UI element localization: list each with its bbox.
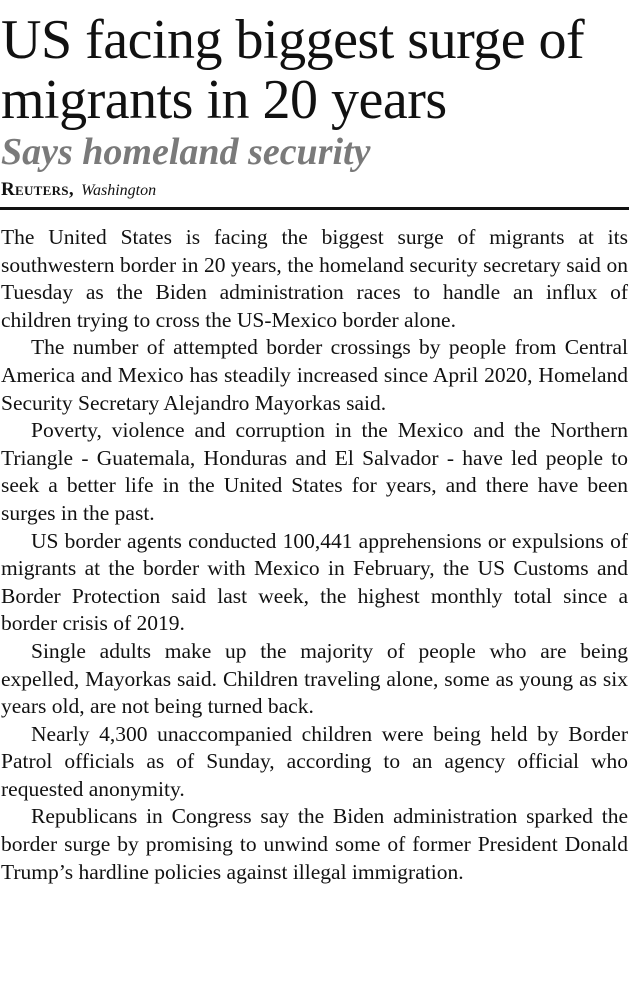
paragraph: Single adults make up the majority of people who are being expelled, Mayorkas said. Children traveling alone, some as young as six years old, are not being turned back. [1, 638, 628, 719]
subheadline: Says homeland security [1, 131, 371, 173]
paragraph: The United States is facing the biggest surge of migrants at its southwestern border in 20 years, the homeland security secretary said on Tuesday as the Biden administration races to handle an influx of children trying to cross the US-Mexico border alone. [1, 225, 628, 332]
paragraph: Nearly 4,300 unaccompanied children were being held by Border Patrol officials as of Sunday, according to an agency official who requested anonymity. [1, 721, 628, 801]
paragraph: Republicans in Congress say the Biden administration sparked the border surge by promising to unwind some of former President Donald Trump’s hardline policies against illegal immigration. [1, 804, 628, 884]
byline [1, 180, 629, 201]
paragraph: The number of attempted border crossings by people from Central America and Mexico has steadily increased since April 2020, Homeland Security Secretary Alejandro Mayorkas said. [1, 335, 628, 415]
byline-dateline: Washington [81, 182, 157, 199]
headline: US facing biggest surge of migrants in 20 years [1, 9, 585, 131]
article-body [0, 224, 629, 886]
paragraph: Poverty, violence and corruption in the Mexico and the Northern Triangle - Guatemala, Honduras and El Salvador - have led people to seek a better life in the United States for years, and there have been surges in the past. [1, 418, 628, 525]
byline-source: Reuters, [1, 179, 74, 200]
headline-divider [0, 207, 629, 210]
paragraph: US border agents conducted 100,441 apprehensions or expulsions of migrants at the border with Mexico in February, the US Customs and Border Protection said last week, the highest monthly total since a border crisis of 2019. [1, 528, 628, 636]
